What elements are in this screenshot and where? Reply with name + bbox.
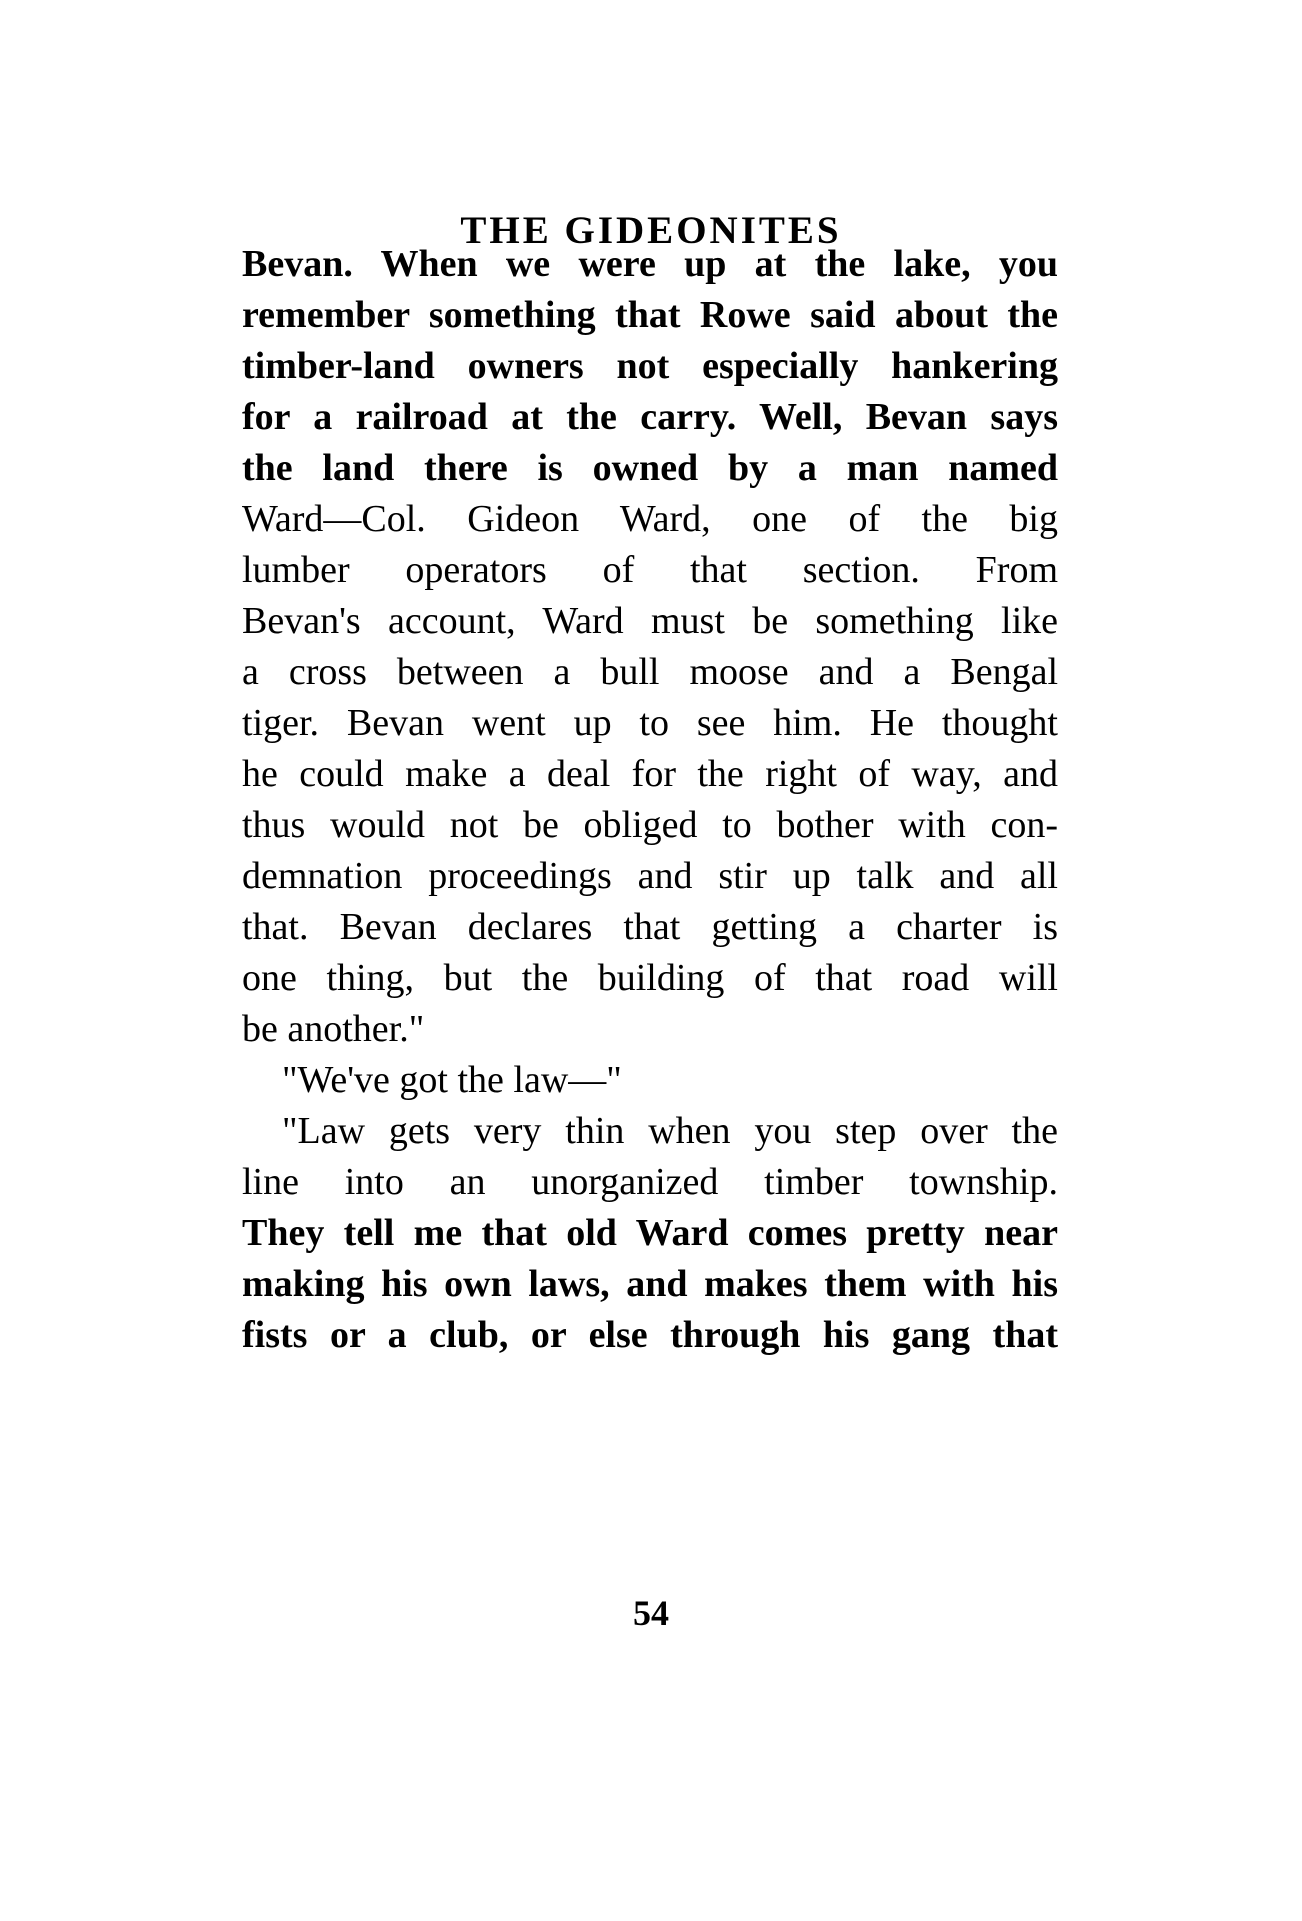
text-line: that. Bevan declares that getting a charter is	[242, 906, 1058, 948]
text-line: Bevan. When we were up at the lake, you	[242, 243, 1058, 285]
text-line: thus would not be obliged to bother with con-	[242, 804, 1058, 846]
running-head: THE GIDEONITES	[460, 209, 842, 252]
text-line: Bevan's account, Ward must be something like	[242, 600, 1058, 642]
text-line: They tell me that old Ward comes pretty near	[242, 1212, 1058, 1254]
text-line: "We've got the law—"	[282, 1059, 622, 1101]
text-line: remember something that Rowe said about the	[242, 294, 1058, 336]
text-line: "Law gets very thin when you step over the	[282, 1110, 1058, 1152]
text-line: he could make a deal for the right of way, and	[242, 753, 1058, 795]
text-line: for a railroad at the carry. Well, Bevan says	[242, 396, 1058, 438]
text-line: fists or a club, or else through his gang that	[242, 1314, 1058, 1356]
text-line: tiger. Bevan went up to see him. He thought	[242, 702, 1058, 744]
text-line: the land there is owned by a man named	[242, 447, 1058, 489]
page-number: 54	[633, 1593, 669, 1633]
text-line: making his own laws, and makes them with his	[242, 1263, 1058, 1305]
text-line: be another."	[242, 1008, 425, 1050]
text-line: timber-land owners not especially hankering	[242, 345, 1058, 387]
text-line: demnation proceedings and stir up talk and all	[242, 855, 1058, 897]
text-line: Ward—Col. Gideon Ward, one of the big	[242, 498, 1058, 540]
text-line: line into an unorganized timber township.	[242, 1161, 1058, 1203]
text-line: one thing, but the building of that road will	[242, 957, 1058, 999]
text-line: lumber operators of that section. From	[242, 549, 1058, 591]
text-line: a cross between a bull moose and a Bengal	[242, 651, 1058, 693]
